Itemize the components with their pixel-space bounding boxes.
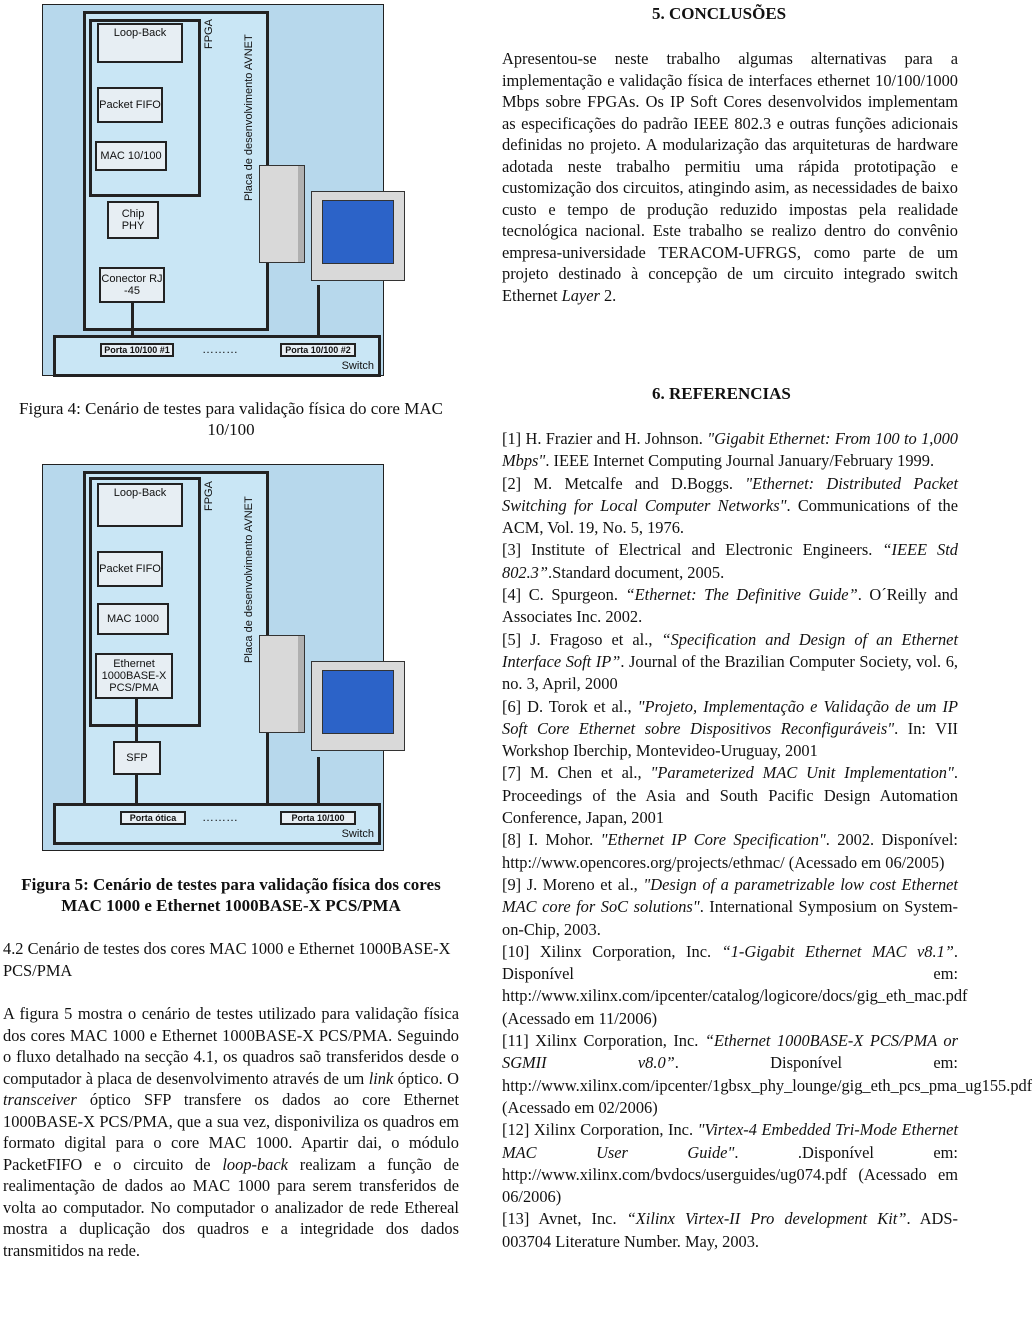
left-column <box>0 0 462 1326</box>
packet-fifo-box <box>97 551 163 587</box>
board-label: Placa de desenvolvimento AVNET <box>243 496 255 663</box>
reference-authors: [12] Xilinx Corporation, Inc. <box>502 1120 698 1140</box>
link-line-right <box>317 285 320 339</box>
reference-authors: [13] Avnet, Inc. <box>502 1209 627 1229</box>
port-1-label: Porta ótica <box>129 813 177 823</box>
reference-details: . .Disponível em: http://www.xilinx.com/bvdocs/userguides/ug074.pdf (Acessado em 06/2006) <box>502 1142 958 1207</box>
reference-item <box>502 1030 1032 1119</box>
reference-authors: [10] Xilinx Corporation, Inc. <box>502 941 722 961</box>
text-run: 2. <box>599 285 617 305</box>
italic-run: transceiver <box>3 1090 77 1109</box>
monitor-screen <box>322 670 394 734</box>
reference-authors: [1] H. Frazier and H. Johnson. <box>502 429 708 448</box>
reference-title: "Parameterized MAC Unit Implementation" <box>650 763 954 783</box>
reference-authors: [8] I. Mohor. <box>502 830 601 850</box>
reference-item <box>502 539 958 584</box>
italic-run: link <box>368 1068 394 1088</box>
packet-fifo-label: Packet FIFO <box>99 99 161 111</box>
reference-title: "Ethernet IP Core Specification" <box>600 830 826 850</box>
reference-title: “Xilinx Virtex-II Pro development Kit” <box>626 1209 907 1229</box>
conclusions-heading: 5. CONCLUSÕES <box>652 4 787 23</box>
reference-item <box>502 473 958 540</box>
ethernet-box <box>95 653 173 699</box>
switch-box <box>53 803 381 845</box>
reference-authors: [2] M. Metcalfe and D.Boggs. <box>502 473 746 493</box>
reference-details: . O´Reilly and Associates Inc. 2002. <box>502 585 958 627</box>
reference-authors: [5] J. Fragoso et al., <box>502 629 662 649</box>
text-run: óptico. O <box>393 1068 459 1088</box>
monitor-screen <box>322 200 394 264</box>
reference-item <box>502 1208 958 1253</box>
reference-item <box>502 874 958 941</box>
reference-item <box>502 1119 958 1208</box>
text-run: realizam a função de realimentação de dados ao MAC 1000 para serem transferidos de volta ao computador. No computador o analizador de rede Ethereal mostra a duplicação dos quadros e a integridade dos dados transmitidos na rede. <box>3 1154 459 1260</box>
sfp-label: SFP <box>126 752 148 764</box>
mac-label: MAC 10/100 <box>100 150 162 162</box>
reference-title: "Gigabit Ethernet: From 100 to 1,000 Mbps" <box>502 429 958 471</box>
reference-details: . IEEE Internet Computing Journal January/February 1999. <box>545 451 935 471</box>
reference-authors: [6] D. Torok et al., <box>502 696 638 716</box>
connector-label: Conector RJ -45 <box>101 273 163 297</box>
text-run: Apresentou-se neste trabalho algumas alternativas para a implementação e validação física de interfaces ethernet 10/100/1000 Mbps sobre FPGAs. Os IP Soft Cores desenvolvidos implementam as especificações do padrão IEEE 802.3 e outras funções adicionais definidas no projeto. A modularização das arquiteturas de hardware adotada neste trabalho permitiu uma rápida prototipação e customização dos circuitos, atingindo asim, as necessidades de baixo custo e tempo de produção reduzido impostas pela realidade tecnológica nacional. Este trabalho se realizo dentro do convênio empresa-universidade TERACOM-UFRGS, como parte de um projeto destinado à concepção de um circuito integrado switch Ethernet <box>502 49 958 305</box>
board-label: Placa de desenvolvimento AVNET <box>243 34 255 201</box>
computer-tower <box>259 635 305 733</box>
right-column <box>502 0 1032 1326</box>
reference-item <box>502 762 958 829</box>
fpga-label: FPGA <box>203 481 215 511</box>
link-line-left <box>131 303 134 339</box>
reference-title: "Ethernet: Distributed Packet Switching for Local Computer Networks" <box>502 473 959 515</box>
mac-label: MAC 1000 <box>107 613 159 625</box>
reference-details: . 2002. Disponível: http://www.opencores.org/projects/ethmac/ (Acessado em 06/2005) <box>502 830 958 872</box>
text-run: óptico SFP transfere os dados ao core Ethernet 1000BASE-X PCS/PMA, que a sua vez, disponiviliza os quadros em formato digital para o core MAC 1000. Apartir dai, o módulo PacketFIFO e o circuito de <box>3 1090 459 1174</box>
reference-details: . Journal of the Brazilian Computer Society, vol. 6, no. 3, April, 2000 <box>502 651 958 694</box>
loopback-label: Loop-Back <box>113 487 167 499</box>
chip-phy-label: Chip PHY <box>121 208 145 232</box>
references-heading: 6. REFERENCIAS <box>652 384 791 403</box>
ethernet-label: Ethernet 1000BASE-X PCS/PMA <box>101 658 167 694</box>
reference-details: . ADS-003704 Literature Number. May, 2003. <box>502 1209 958 1251</box>
reference-details: . International Symposium on System-on-Chip, 2003. <box>502 897 958 939</box>
loopback-box <box>97 23 183 63</box>
reference-details: .Standard document, 2005. <box>548 562 725 582</box>
reference-title: “IEEE Std 802.3” <box>502 540 958 582</box>
switch-label: Switch <box>341 360 374 372</box>
port-1-label: Porta 10/100 #1 <box>104 345 170 355</box>
port-2 <box>280 811 356 825</box>
computer-monitor <box>311 191 405 281</box>
reference-title: "Virtex-4 Embedded Tri-Mode Ethernet MAC User Guide" <box>502 1120 958 1162</box>
reference-title: “Ethernet: The Definitive Guide” <box>625 585 858 605</box>
reference-title: “1-Gigabit Ethernet MAC v8.1” <box>721 941 954 961</box>
section-4-2-title: 4.2 Cenário de testes dos cores MAC 1000 e Ethernet 1000BASE-X PCS/PMA <box>3 939 451 980</box>
figure-5-caption: Figura 5: Cenário de testes para validação física dos cores MAC 1000 e Ethernet 1000BASE-X PCS/PMA <box>21 875 441 915</box>
port-1 <box>100 343 174 357</box>
link-line-sfp <box>135 699 138 741</box>
figure-5 <box>42 464 384 851</box>
mac-box <box>97 603 169 635</box>
switch-box <box>53 335 381 377</box>
italic-run: loop-back <box>222 1154 288 1174</box>
section-4-2-paragraph <box>3 1003 459 1261</box>
reference-title: “Specification and Design of an Ethernet Interface Soft IP” <box>502 629 958 671</box>
computer-monitor <box>311 661 405 751</box>
reference-title: “Ethernet 1000BASE-X PCS/PMA or SGMII v8.0” <box>502 1031 958 1073</box>
reference-item <box>502 584 958 629</box>
connector-box <box>99 267 165 303</box>
reference-item <box>502 941 968 1030</box>
reference-authors: [3] Institute of Electrical and Electronic Engineers. <box>502 540 883 560</box>
chip-phy-box <box>107 201 159 239</box>
fpga-label: FPGA <box>203 19 215 49</box>
packet-fifo-box <box>97 87 163 123</box>
reference-title: "Projeto, Implementação e Validação de um IP Soft Core Ethernet sobre Dispositivos Reconfiguráveis" <box>502 696 958 738</box>
port-2 <box>280 343 356 357</box>
reference-title: "Design of a parametrizable low cost Ethernet MAC core for SoC solutions" <box>502 874 958 917</box>
reference-details: . Communications of the ACM, Vol. 19, No. 5, 1976. <box>502 495 958 538</box>
text-run: A figura 5 mostra o cenário de testes utilizado para validação física dos cores MAC 1000 e Ethernet 1000BASE-X PCS/PMA. Seguindo o fluxo detalhado na secção 4.1, os quadros saõ transferidos desde o computador à placa de desenvolvimento através de um <box>3 1004 459 1088</box>
reference-details: . In: VII Workshop Iberchip, Montevideo-Uruguay, 2001 <box>502 718 958 761</box>
reference-item <box>502 696 958 763</box>
reference-item <box>502 829 958 874</box>
switch-label: Switch <box>341 828 374 840</box>
reference-authors: [7] M. Chen et al., <box>502 763 651 783</box>
mac-box <box>95 141 167 171</box>
reference-details: . Disponível em: http://www.xilinx.com/ipcenter/1gbsx_phy_lounge/gig_eth_pcs_pma_ug155.pdf (Acessado em 02/2006) <box>502 1053 1032 1117</box>
italic-run: Layer <box>561 285 600 305</box>
port-2-label: Porta 10/100 <box>291 813 345 823</box>
port-1 <box>120 811 186 825</box>
ellipsis: ……… <box>202 810 238 824</box>
figure-4-caption: Figura 4: Cenário de testes para validação física do core MAC 10/100 <box>19 399 443 439</box>
reference-details: . Disponível em: http://www.xilinx.com/ipcenter/catalog/logicore/docs/gig_eth_mac.pdf (Acessado em 11/2006) <box>502 941 968 1028</box>
reference-authors: [4] C. Spurgeon. <box>502 585 626 605</box>
conclusions-paragraph <box>502 48 958 306</box>
reference-authors: [9] J. Moreno et al., <box>502 874 644 894</box>
reference-item <box>502 428 958 473</box>
port-2-label: Porta 10/100 #2 <box>285 345 351 355</box>
loopback-box <box>97 483 183 527</box>
loopback-label: Loop-Back <box>113 27 167 39</box>
sfp-box <box>113 741 161 775</box>
ellipsis: ……… <box>202 342 238 356</box>
reference-item <box>502 629 958 696</box>
packet-fifo-label: Packet FIFO <box>99 563 161 575</box>
reference-details: . Proceedings of the Asia and South Pacific Design Automation Conference, Japan, 2001 <box>502 763 958 828</box>
references-list <box>502 428 1032 1253</box>
computer-tower <box>259 165 305 263</box>
figure-4 <box>42 4 384 376</box>
reference-authors: [11] Xilinx Corporation, Inc. <box>502 1031 705 1051</box>
